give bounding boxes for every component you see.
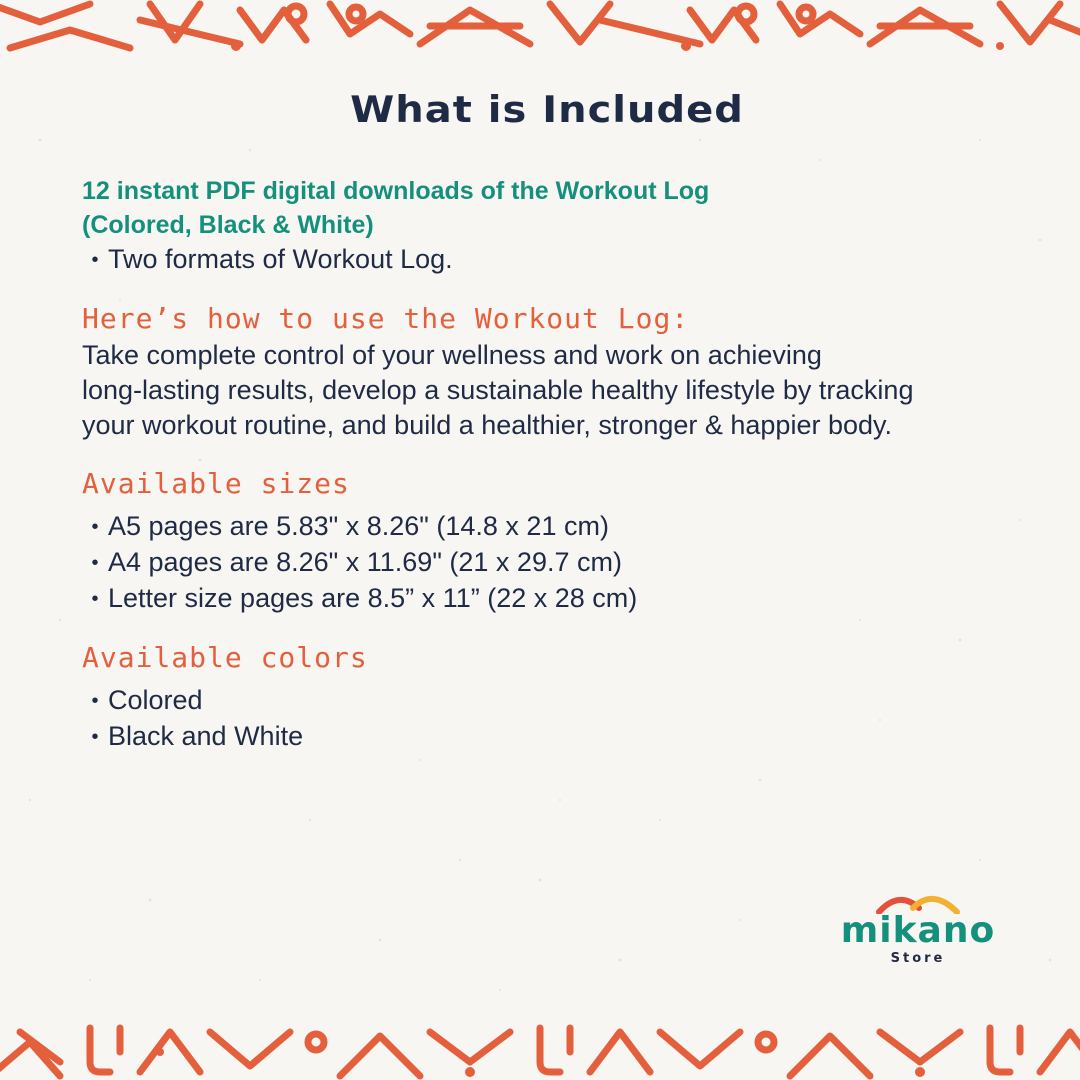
downloads-list — [82, 242, 1012, 278]
list-item — [82, 719, 1012, 755]
list-item — [82, 242, 1012, 278]
tribal-pattern-bottom — [0, 1022, 1080, 1080]
colors-heading: Available colors — [82, 641, 368, 674]
list-item — [82, 683, 1012, 719]
list-item-text: Black and White — [108, 721, 304, 751]
list-item-text: A4 pages are 8.26" x 11.69" (21 x 29.7 cm) — [108, 547, 622, 577]
downloads-heading-line1: 12 instant PDF digital downloads of the Workout Log — [82, 177, 710, 205]
colors-list — [82, 683, 1012, 755]
bullet-dot: • — [91, 690, 99, 712]
list-item-text: Two formats of Workout Log. — [108, 244, 453, 274]
usage-line-3: your workout routine, and build a healthier, stronger & happier body. — [82, 410, 892, 440]
downloads-heading-line2: (Colored, Black & White) — [82, 211, 374, 239]
top-decorative-border — [0, 0, 1080, 60]
bullet-dot: • — [91, 516, 99, 538]
bullet-dot: • — [91, 726, 99, 748]
content-area — [82, 82, 1012, 755]
page-title: What is Included — [350, 88, 744, 132]
list-item — [82, 581, 1012, 617]
list-item-text: Letter size pages are 8.5” x 11” (22 x 28 cm) — [108, 583, 638, 613]
usage-line-2: long-lasting results, develop a sustainable healthy lifestyle by tracking — [82, 375, 914, 405]
list-item-text: A5 pages are 5.83" x 8.26" (14.8 x 21 cm) — [108, 511, 609, 541]
sizes-heading: Available sizes — [82, 467, 350, 500]
mikano-store-logo — [832, 888, 1004, 988]
bullet-dot: • — [91, 249, 99, 271]
list-item — [82, 545, 1012, 581]
logo-wordmark: mikano — [840, 910, 996, 951]
logo-subtitle: Store — [890, 951, 946, 966]
usage-line-1: Take complete control of your wellness and work on achieving — [82, 340, 822, 370]
list-item-text: Colored — [108, 685, 203, 715]
tribal-pattern-top — [0, 0, 1080, 60]
usage-heading: Here’s how to use the Workout Log: — [82, 302, 690, 335]
list-item — [82, 509, 1012, 545]
sizes-list — [82, 509, 1012, 617]
bullet-dot: • — [91, 552, 99, 574]
bullet-dot: • — [91, 588, 99, 610]
bottom-decorative-border — [0, 1022, 1080, 1080]
